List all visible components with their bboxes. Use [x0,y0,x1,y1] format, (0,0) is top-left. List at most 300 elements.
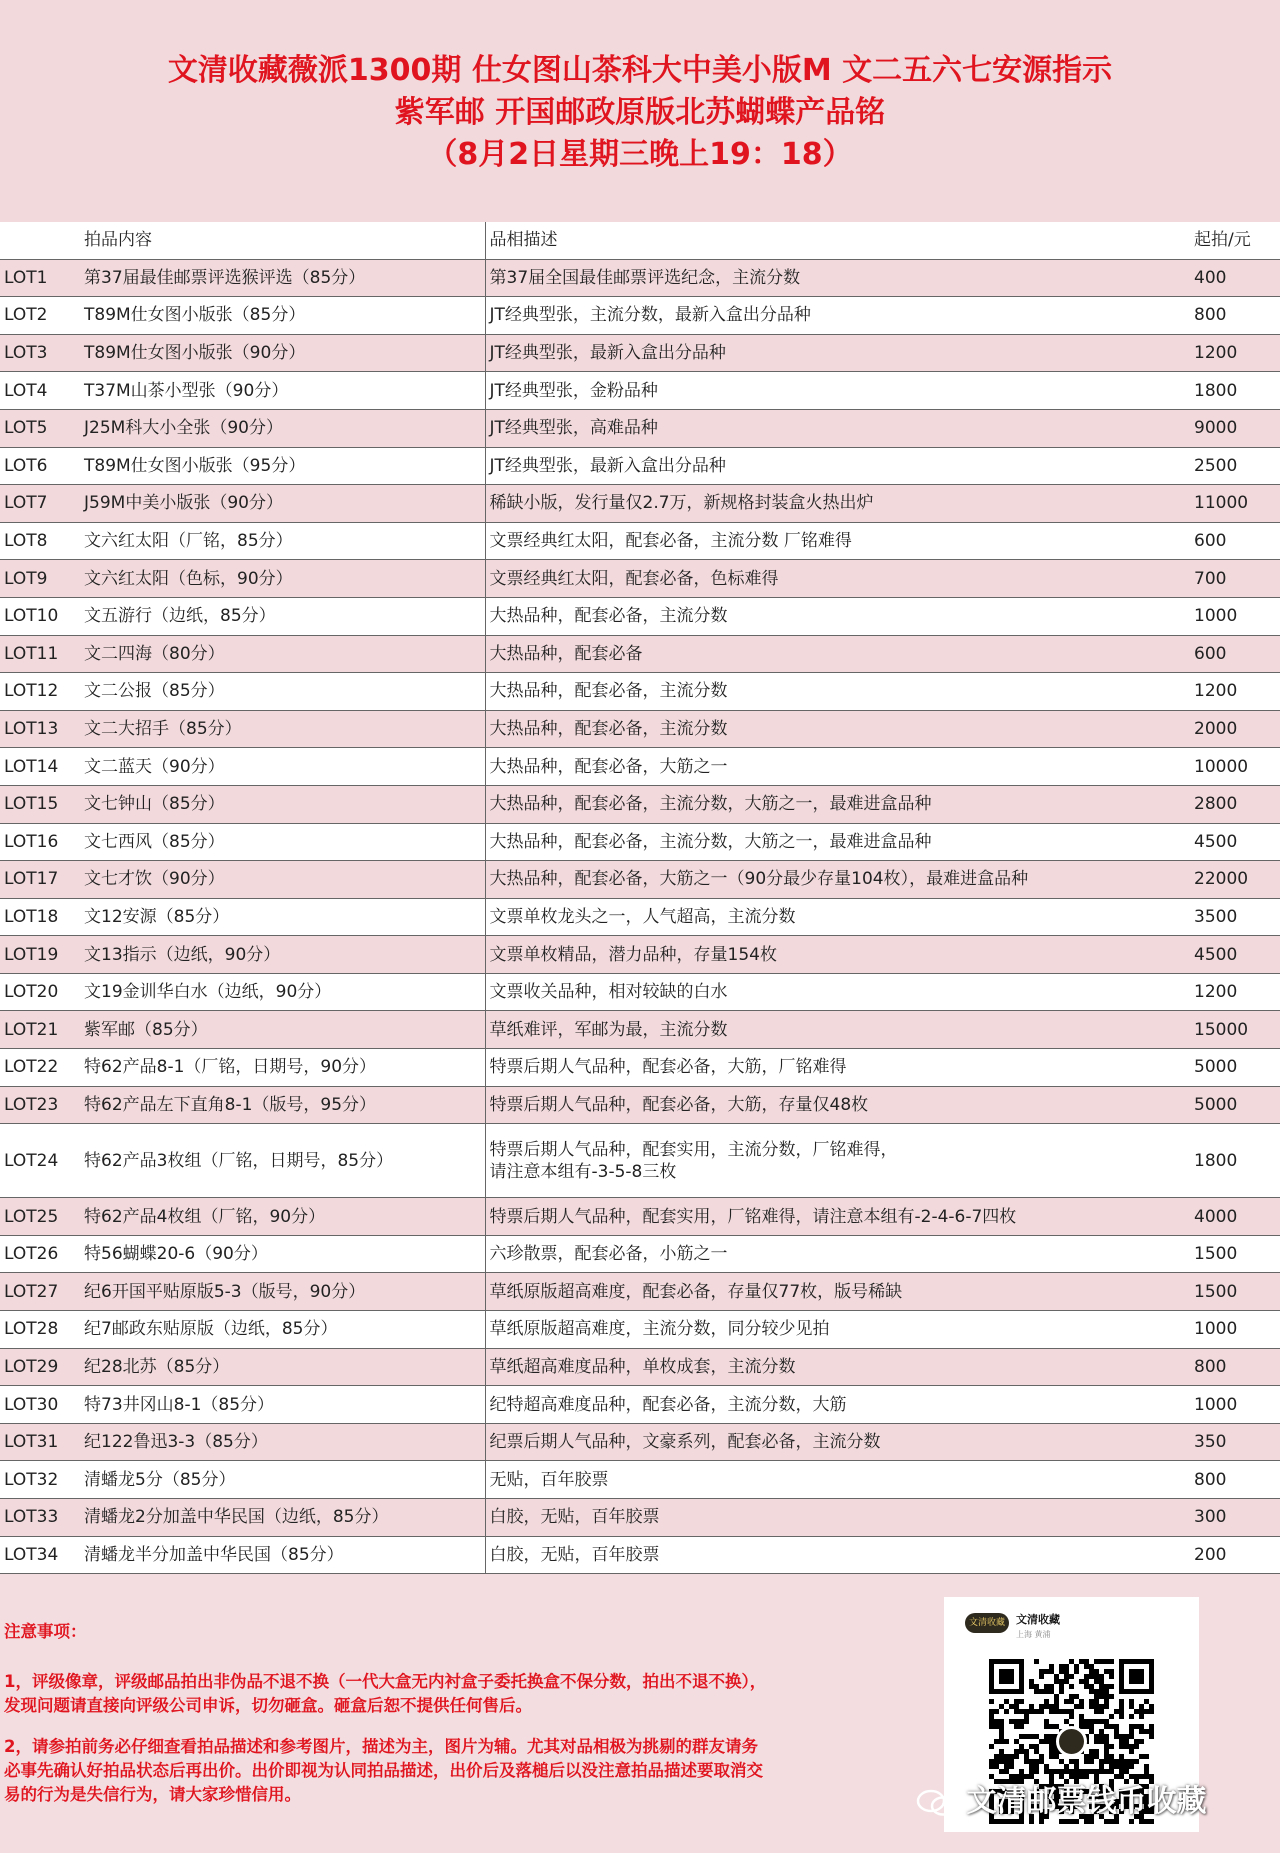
start-price-cell: 1500 [1190,1273,1280,1311]
qr-module [1129,1699,1134,1704]
qr-module [1094,1689,1099,1694]
column-header-lot [0,222,80,259]
table-row [0,710,1280,748]
page-title-line-2: 紫军邮 开国邮政原版北苏蝴蝶产品铭 [394,95,886,130]
lot-number-cell: LOT22 [0,1049,80,1087]
qr-module [1109,1659,1114,1664]
qr-module [1014,1719,1019,1724]
item-cell: J25M科大小全张（90分） [80,409,485,447]
qr-module [1054,1699,1059,1704]
qr-module [1019,1719,1024,1724]
qr-module [1064,1709,1069,1714]
table-row [0,748,1280,786]
qr-module [1024,1709,1029,1714]
qr-module [1049,1724,1054,1729]
item-cell: T89M仕女图小版张（85分） [80,297,485,335]
qr-module [1094,1699,1099,1704]
item-cell: 文七西风（85分） [80,823,485,861]
start-price-cell: 5000 [1190,1086,1280,1124]
item-cell: 文七钟山（85分） [80,785,485,823]
qr-module [1119,1764,1124,1769]
qr-module [1104,1759,1109,1764]
start-price-cell: 800 [1190,297,1280,335]
start-price-cell: 350 [1190,1423,1280,1461]
qr-module [1029,1734,1034,1739]
qr-module [999,1759,1004,1764]
qr-module [1049,1669,1054,1674]
qr-module [1054,1694,1059,1699]
qr-module [1099,1719,1104,1724]
description-cell: JT经典型张，最新入盒出分品种 [485,334,1190,372]
qr-module [1029,1769,1034,1774]
qr-module [989,1699,994,1704]
qr-module [1124,1759,1129,1764]
qr-module [1034,1769,1039,1774]
table-row [0,334,1280,372]
qr-module [1034,1749,1039,1754]
qr-module [1109,1694,1114,1699]
lot-number-cell: LOT3 [0,334,80,372]
item-cell: 文六红太阳（色标，90分） [80,560,485,598]
qr-module [1084,1719,1089,1724]
item-cell: 特73井冈山8-1（85分） [80,1386,485,1424]
qr-module [1089,1769,1094,1774]
qr-module [1119,1709,1124,1714]
qr-module [1084,1679,1089,1684]
qr-module [1019,1734,1024,1739]
qr-module [1044,1734,1049,1739]
table-row [0,1386,1280,1424]
qr-module [1084,1754,1089,1759]
qr-module [1049,1709,1054,1714]
description-line: 请注意本组有-3-5-8三枚 [489,1161,677,1182]
qr-module [1124,1744,1129,1749]
qr-module [999,1704,1004,1709]
start-price-cell: 1500 [1190,1235,1280,1273]
description-cell: 无贴，百年胶票 [485,1461,1190,1499]
table-row [0,1311,1280,1349]
description-cell: 大热品种，配套必备 [485,635,1190,673]
qr-module [1069,1659,1074,1664]
qr-module [1139,1754,1144,1759]
qr-module [1024,1754,1029,1759]
qr-module [1104,1699,1109,1704]
table-row [0,1461,1280,1499]
qr-module [1099,1739,1104,1744]
qr-module [1084,1759,1089,1764]
qr-module [1119,1744,1124,1749]
qr-module [1089,1704,1094,1709]
table-row [0,1235,1280,1273]
qr-module [1089,1749,1094,1754]
qr-module [1084,1664,1089,1669]
start-price-cell: 22000 [1190,861,1280,899]
qr-module [1099,1694,1104,1699]
qr-module [1039,1704,1044,1709]
qr-module [1034,1684,1039,1689]
table-row [0,861,1280,899]
lot-number-cell: LOT16 [0,823,80,861]
qr-module [1099,1734,1104,1739]
qr-module [1129,1759,1134,1764]
qr-module [1099,1709,1104,1714]
item-cell: 纪7邮政东贴原版（边纸，85分） [80,1311,485,1349]
start-price-cell: 3500 [1190,898,1280,936]
description-cell: JT经典型张，主流分数，最新入盒出分品种 [485,297,1190,335]
qr-module [1109,1769,1114,1774]
qr-module [1084,1684,1089,1689]
table-row [0,297,1280,335]
table-row [0,372,1280,410]
qr-module [1114,1764,1119,1769]
qr-module [1014,1709,1019,1714]
qr-module [1119,1754,1124,1759]
qr-module [1074,1769,1079,1774]
table-row [0,1273,1280,1311]
qr-module [1084,1659,1089,1664]
start-price-cell: 5000 [1190,1049,1280,1087]
qr-module [1119,1699,1124,1704]
qr-module [1149,1724,1154,1729]
qr-module [1034,1709,1039,1714]
qr-finder-pattern [989,1659,1024,1694]
start-price-cell: 10000 [1190,748,1280,786]
lot-number-cell: LOT30 [0,1386,80,1424]
qr-module [1049,1754,1054,1759]
qr-module [1054,1769,1059,1774]
qr-module [994,1759,999,1764]
qr-module [1079,1699,1084,1704]
item-cell: T89M仕女图小版张（90分） [80,334,485,372]
qr-module [1139,1709,1144,1714]
lot-number-cell: LOT28 [0,1311,80,1349]
qr-module [1064,1764,1069,1769]
qr-module [1119,1769,1124,1774]
qr-module [1119,1714,1124,1719]
qr-module [1119,1734,1124,1739]
auction-table [0,222,1280,1574]
notice-title: 注意事项： [4,1622,87,1641]
qr-module [1004,1759,1009,1764]
qr-module [1129,1744,1134,1749]
qr-module [1009,1704,1014,1709]
qr-module [1079,1724,1084,1729]
qr-module [1099,1729,1104,1734]
qr-module [1059,1664,1064,1669]
qr-module [1009,1764,1014,1769]
qr-module [1094,1739,1099,1744]
lot-number-cell: LOT15 [0,785,80,823]
lot-number-cell: LOT4 [0,372,80,410]
qr-module [1094,1734,1099,1739]
qr-module [999,1734,1004,1739]
qr-module [999,1719,1004,1724]
table-row [0,673,1280,711]
qr-module [1009,1759,1014,1764]
qr-module [1049,1744,1054,1749]
qr-module [1044,1724,1049,1729]
qr-module [1074,1664,1079,1669]
qr-module [1099,1759,1104,1764]
column-header-item: 拍品内容 [80,222,485,259]
start-price-cell: 1000 [1190,1386,1280,1424]
qr-module [1079,1659,1084,1664]
qr-module [1079,1679,1084,1684]
qr-module [1069,1709,1074,1714]
qr-module [1109,1744,1114,1749]
lot-number-cell: LOT29 [0,1348,80,1386]
lot-number-cell: LOT10 [0,597,80,635]
table-row [0,936,1280,974]
qr-module [1004,1739,1009,1744]
qr-module [1104,1769,1109,1774]
qr-module [1089,1689,1094,1694]
qr-module [999,1749,1004,1754]
qr-module [1094,1709,1099,1714]
qr-module [994,1724,999,1729]
qr-module [1144,1764,1149,1769]
table-row [0,898,1280,936]
qr-module [1024,1759,1029,1764]
table-row [0,1198,1280,1236]
qr-module [1004,1709,1009,1714]
qr-module [1119,1704,1124,1709]
qr-module [1139,1739,1144,1744]
qr-module [1134,1739,1139,1744]
qr-module [1089,1669,1094,1674]
lot-number-cell: LOT14 [0,748,80,786]
item-cell: 特56蝴蝶20-6（90分） [80,1235,485,1273]
qr-module [1044,1699,1049,1704]
qr-module [1104,1704,1109,1709]
start-price-cell: 4500 [1190,823,1280,861]
wechat-icon [916,1789,956,1817]
qr-module [1044,1684,1049,1689]
qr-module [1109,1764,1114,1769]
description-cell: 文票经典红太阳，配套必备，主流分数 厂铭难得 [485,522,1190,560]
page-title-line-3: （8月2日星期三晚上19：18） [427,137,853,172]
qr-module [989,1744,994,1749]
lot-number-cell: LOT33 [0,1499,80,1537]
table-row [0,1348,1280,1386]
start-price-cell: 1000 [1190,597,1280,635]
qr-module [1109,1714,1114,1719]
qr-module [1044,1689,1049,1694]
description-cell: 特票后期人气品种，配套实用，厂铭难得，请注意本组有-2-4-6-7四枚 [485,1198,1190,1236]
qr-module [1069,1759,1074,1764]
qr-module [1064,1679,1069,1684]
qr-module [1014,1754,1019,1759]
notice-item-2: 2，请参拍前务必仔细查看拍品描述和参考图片，描述为主，图片为辅。尤其对品相极为挑剔的群友请务必事先确认好拍品状态后再出价。出价即视为认同拍品描述，出价后及落槌后以没注意拍品描述要取消交易的行为是失信行为，请大家珍惜信用。 [4,1737,763,1804]
item-cell: 纪28北苏（85分） [80,1348,485,1386]
qr-module [1149,1709,1154,1714]
start-price-cell: 1200 [1190,973,1280,1011]
start-price-cell: 200 [1190,1536,1280,1574]
qr-module [1094,1659,1099,1664]
qr-module [1064,1669,1069,1674]
qr-module [1099,1704,1104,1709]
lot-number-cell: LOT25 [0,1198,80,1236]
qr-module [1089,1699,1094,1704]
table-body [0,259,1280,1574]
item-cell: T37M山茶小型张（90分） [80,372,485,410]
watermark-text: 文清邮票钱币收藏 [966,1784,1207,1819]
start-price-cell: 400 [1190,259,1280,297]
qr-module [1099,1674,1104,1679]
qr-module [1044,1704,1049,1709]
table-row [0,447,1280,485]
qr-module [1134,1744,1139,1749]
qr-module [1039,1754,1044,1759]
qr-module [1039,1709,1044,1714]
start-price-cell: 2500 [1190,447,1280,485]
lot-number-cell: LOT7 [0,485,80,523]
qr-module [1034,1689,1039,1694]
shop-logo-badge: 文清收藏 [965,1613,1009,1633]
item-cell: 清蟠龙5分（85分） [80,1461,485,1499]
qr-module [1124,1734,1129,1739]
qr-module [999,1769,1004,1774]
description-cell: 大热品种，配套必备，主流分数 [485,710,1190,748]
item-cell: T89M仕女图小版张（95分） [80,447,485,485]
qr-module [1054,1674,1059,1679]
qr-module [1069,1684,1074,1689]
description-cell: JT经典型张，金粉品种 [485,372,1190,410]
qr-module [994,1739,999,1744]
qr-module [1109,1684,1114,1689]
description-cell: 大热品种，配套必备，大筋之一（90分最少存量104枚），最难进盒品种 [485,861,1190,899]
start-price-cell: 2000 [1190,710,1280,748]
qr-module [1094,1694,1099,1699]
table-row [0,1011,1280,1049]
qr-module [1104,1719,1109,1724]
table-row [0,785,1280,823]
table-row [0,1499,1280,1537]
qr-module [1074,1759,1079,1764]
qr-module [1034,1764,1039,1769]
qr-module [1089,1724,1094,1729]
page-title-line-1: 文清收藏薇派1300期 仕女图山茶科大中美小版M 文二五六七安源指示 [167,53,1113,88]
qr-module [1139,1729,1144,1734]
description-cell: JT经典型张，最新入盒出分品种 [485,447,1190,485]
qr-module [1124,1739,1129,1744]
qr-module [1099,1689,1104,1694]
lot-number-cell: LOT5 [0,409,80,447]
description-cell: 草纸原版超高难度，主流分数，同分较少见拍 [485,1311,1190,1349]
qr-module [1059,1669,1064,1674]
qr-module [1129,1724,1134,1729]
qr-module [1004,1764,1009,1769]
qr-module [1059,1709,1064,1714]
qr-module [1079,1719,1084,1724]
lot-number-cell: LOT11 [0,635,80,673]
table-row [0,973,1280,1011]
qr-module [1069,1694,1074,1699]
qr-module [1009,1754,1014,1759]
qr-module [1089,1684,1094,1689]
item-cell: 文13指示（边纸，90分） [80,936,485,974]
qr-module [1039,1739,1044,1744]
qr-module [1049,1739,1054,1744]
qr-module [1124,1764,1129,1769]
item-cell: 文12安源（85分） [80,898,485,936]
description-cell: 第37届全国最佳邮票评选纪念，主流分数 [485,259,1190,297]
qr-module [1049,1749,1054,1754]
table-row [0,1049,1280,1087]
qr-module [1094,1704,1099,1709]
start-price-cell: 1200 [1190,334,1280,372]
qr-module [1134,1724,1139,1729]
qr-module [1074,1764,1079,1769]
qr-module [1074,1694,1079,1699]
qr-module [1109,1759,1114,1764]
column-header-description: 品相描述 [485,222,1190,259]
qr-module [1089,1674,1094,1679]
start-price-cell: 700 [1190,560,1280,598]
qr-module [1139,1724,1144,1729]
description-cell: 特票后期人气品种，配套必备，大筋，存量仅48枚 [485,1086,1190,1124]
qr-module [1049,1664,1054,1669]
qr-module [1104,1754,1109,1759]
qr-module [989,1714,994,1719]
table-row [0,635,1280,673]
description-cell: 文票单枚精品，潜力品种，存量154枚 [485,936,1190,974]
qr-module [1054,1704,1059,1709]
qr-module [1114,1709,1119,1714]
page-header [0,0,1280,222]
qr-module [1144,1729,1149,1734]
qr-module [1129,1764,1134,1769]
table-row [0,597,1280,635]
qr-module [1129,1714,1134,1719]
qr-module [1099,1764,1104,1769]
table-row [0,823,1280,861]
item-cell: 特62产品3枚组（厂铭，日期号，85分） [80,1124,485,1198]
table-row [0,1124,1280,1198]
qr-module [1024,1714,1029,1719]
qr-module [1134,1759,1139,1764]
qr-module [994,1764,999,1769]
qr-module [1079,1769,1084,1774]
qr-module [1089,1759,1094,1764]
qr-module [994,1754,999,1759]
qr-module [1049,1704,1054,1709]
qr-module [1064,1664,1069,1669]
qr-module [1089,1719,1094,1724]
lot-number-cell: LOT13 [0,710,80,748]
qr-module [1149,1704,1154,1709]
table-row [0,409,1280,447]
qr-module [1089,1754,1094,1759]
item-cell: 纪122鲁迅3-3（85分） [80,1423,485,1461]
qr-module [1009,1719,1014,1724]
qr-module [1109,1669,1114,1674]
qr-module [1059,1679,1064,1684]
qr-module [999,1729,1004,1734]
description-cell: 大热品种，配套必备，大筋之一 [485,748,1190,786]
qr-module [1019,1749,1024,1754]
qr-module [989,1709,994,1714]
notice-section [4,1620,774,1824]
lot-number-cell: LOT6 [0,447,80,485]
qr-module [1149,1734,1154,1739]
qr-module [1019,1769,1024,1774]
item-cell: 文五游行（边纸，85分） [80,597,485,635]
description-cell: 大热品种，配套必备，主流分数，大筋之一，最难进盒品种 [485,785,1190,823]
qr-module [1069,1699,1074,1704]
lot-number-cell: LOT1 [0,259,80,297]
start-price-cell: 15000 [1190,1011,1280,1049]
